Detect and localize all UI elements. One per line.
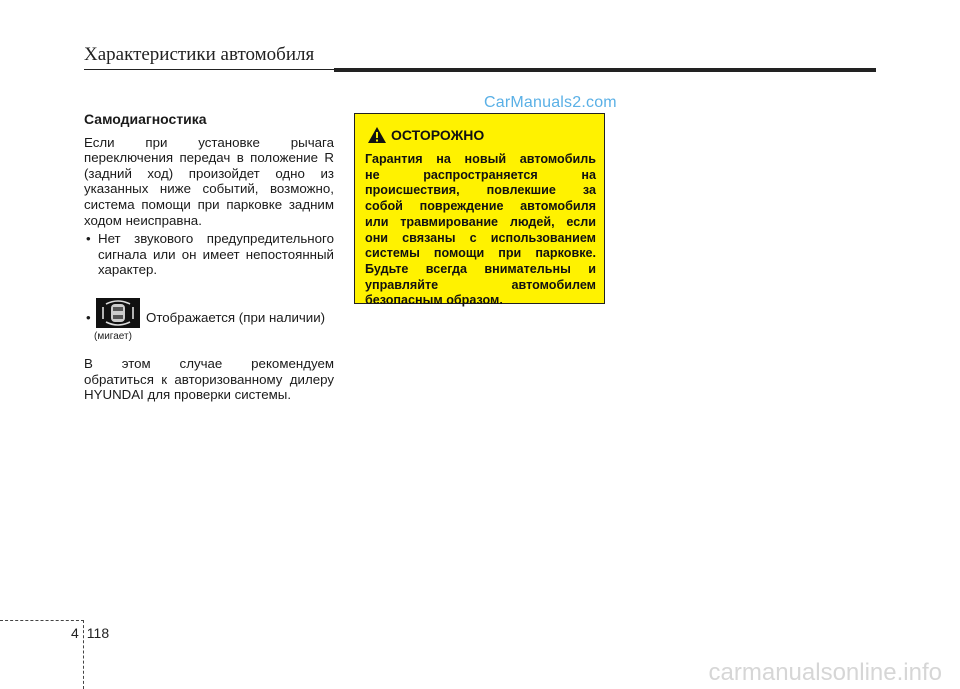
warning-triangle-icon [367,126,387,144]
text-line: Будьте всегда внимательны и [365,261,596,276]
parking-sensor-indicator-icon [96,298,140,328]
closing-paragraph [84,356,334,403]
bullet-dot: • [86,231,91,247]
text-line: система помощи при парковке задним [84,196,334,212]
text-line: Гарантия на новый автомобиль [365,152,596,166]
text-line: обратиться к авторизованному дилеру [84,371,334,387]
text-line: указанных ниже событий, возможно, [84,181,334,197]
text-line: В этом случае рекомендуем [84,355,334,371]
chapter-number: 4 [71,625,79,641]
text-line: или травмирование людей, если [365,214,596,229]
warning-box [354,113,605,308]
watermark-bottom[interactable]: carmanualsonline.info [708,659,942,686]
text-line: системы помощи при парковке. [365,246,596,261]
indicator-caption: (мигает) [94,330,132,342]
page-header-title: Характеристики автомобиля [84,44,315,65]
bullet-dot: • [86,309,91,325]
page-number-value: 118 [86,625,110,641]
page-number [71,625,109,641]
text-line: Если при установке рычага [84,134,334,150]
warning-text [365,152,596,309]
text-line: HYUNDAI для проверки системы. [84,387,292,403]
text-line: сигнала или он имеет непостоянный [98,246,334,262]
text-line: Нет звукового предупредительного [98,231,334,247]
footer-rule [0,620,84,621]
watermark-top[interactable]: CarManuals2.com [484,94,617,111]
text-line: (задний ход) произойдет одно из [84,165,334,181]
header-rule-thick [334,68,876,72]
warning-title: ОСТОРОЖНО [391,127,485,143]
text-line: характер. [98,262,158,278]
text-line: управляйте автомобилем [365,277,596,292]
text-line: безопасным образом. [365,293,503,308]
text-line: собой повреждение автомобиля [365,199,596,214]
text-line: ходом неисправна. [84,212,202,228]
text-line: переключения передач в положение R [84,150,334,166]
self-diagnosis-section [84,112,334,403]
indicator-text: Отображается (при наличии) [146,309,326,325]
bullet-indicator [84,298,334,344]
text-line: не распространяется на [365,167,596,182]
bullet-no-sound [84,231,334,278]
warning-header [365,126,596,146]
text-line: происшествия, повлекшие за [365,183,596,198]
intro-paragraph [84,135,334,229]
section-title: Самодиагностика [84,111,207,127]
text-line: они связаны с использованием [365,230,596,245]
